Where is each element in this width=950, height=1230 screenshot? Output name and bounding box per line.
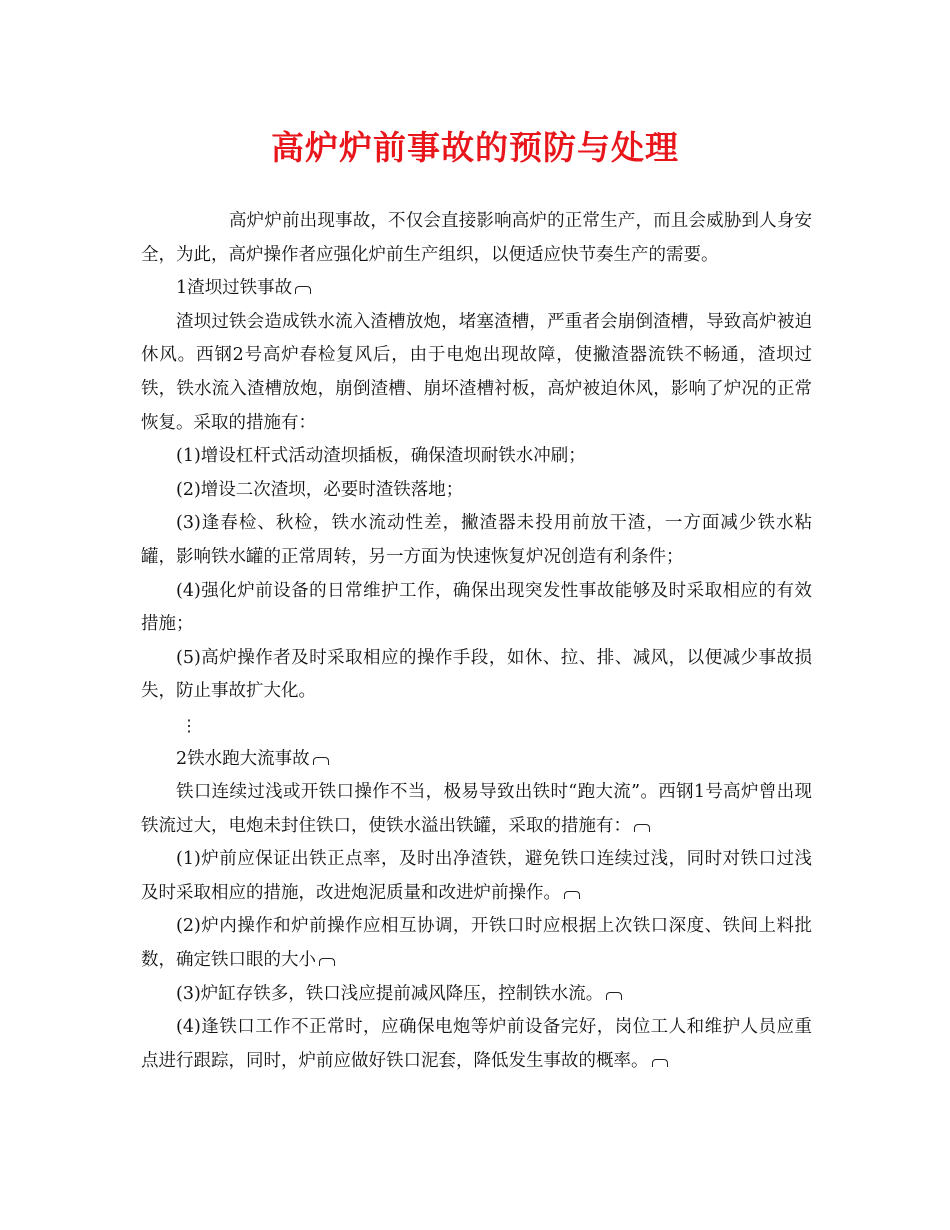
paragraph-mark-icon [564,891,580,899]
section-2-item-text: (3)炉缸存铁多，铁口浅应提前减风降压，控制铁水流。 [176,983,604,1004]
paragraph-mark-icon [634,824,650,832]
vertical-ellipsis: ⋮ [181,715,197,735]
section-1-item: (1)增设杠杆式活动渣坝插板，确保渣坝耐铁水冲刷； [176,446,586,467]
section-2-item [141,910,812,977]
section-2-item-text: (4)逢铁口工作不正常时，应确保电炮等炉前设备完好，岗位工人和维护人员应重点进行跟踪，同时，炉前应做好铁口泥套，降低发生事故的概率。 [141,1017,812,1071]
section-heading [141,272,812,306]
document-body [141,205,812,1078]
section-2-paragraph-text: 铁口连续过浅或开铁口操作不当，极易导致出铁时“跑大流”。西钢1号高炉曾出现铁流过大，电炮未封住铁口，使铁水溢出铁罐，采取的措施有： [141,782,812,836]
section-2-item [141,843,812,910]
section-1-item: (4)强化炉前设备的日常维护工作，确保出现突发性事故能够及时采取相应的有效措施； [141,580,812,635]
paragraph-mark-icon [295,286,311,294]
section-2-heading-text: 2铁水跑大流事故 [176,748,310,769]
section-1-item: (3)逢春检、秋检，铁水流动性差，撇渣器未投用前放干渣，一方面减少铁水粘罐，影响铁水罐的正常周转，另一方面为快速恢复炉况创造有利条件； [141,513,812,567]
section-2-item [141,1011,812,1078]
section-2-item-text: (2)炉内操作和炉前操作应相互协调，开铁口时应根据上次铁口深度、铁间上料批数，确定铁口眼的大小 [141,916,812,971]
section-1-item: (5)高炉操作者及时采取相应的操作手段，如休、拉、排、减风，以便减少事故损失，防止事故扩大化。 [141,647,812,702]
paragraph-mark-icon [606,992,622,1000]
section-2-item [141,978,812,1012]
section-2-paragraph [141,776,812,843]
section-2-item-text: (1)炉前应保证出铁正点率，及时出净渣铁，避免铁口连续过浅，同时对铁口过浅及时采取相应的措施，改进炮泥质量和改进炉前操作。 [141,849,812,903]
document-title: 高炉炉前事故的预防与处理 [271,128,679,167]
paragraph-mark-icon [652,1059,668,1067]
section-1-paragraph: 渣坝过铁会造成铁水流入渣槽放炮，堵塞渣槽，严重者会崩倒渣槽，导致高炉被迫休风。西钢2号高炉春检复风后，由于电炮出现故障，使撇渣器流铁不畅通，渣坝过铁，铁水流入渣槽放炮，崩倒渣槽、崩坏渣槽衬板，高炉被迫休风，影响了炉况的正常恢复。采取的措施有： [141,311,812,433]
section-1-item: (2)增设二次渣坝，必要时渣铁落地； [176,479,464,500]
section-1-heading-text: 1渣坝过铁事故 [176,278,293,299]
paragraph-mark-icon [313,757,329,765]
intro-paragraph: 高炉炉前出现事故，不仅会直接影响高炉的正常生产，而且会威胁到人身安全，为此，高炉操作者应强化炉前生产组织，以便适应快节奏生产的需要。 [141,211,812,265]
paragraph-mark-icon [319,958,335,966]
section-heading [141,743,812,777]
